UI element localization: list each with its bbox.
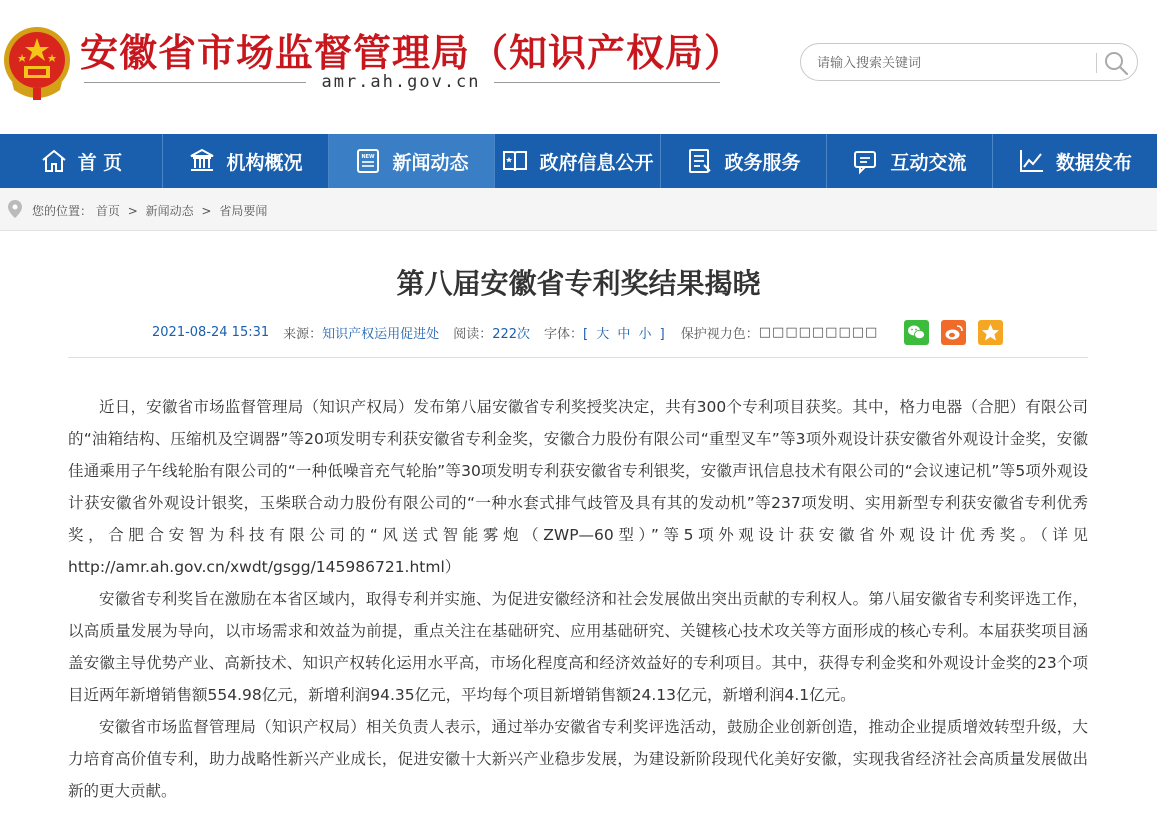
svg-text:NEW: NEW [361, 154, 376, 160]
breadcrumb-news[interactable]: 新闻动态 [145, 204, 194, 218]
nav-item-data[interactable] [993, 134, 1157, 188]
reads-label: 阅读： [453, 326, 493, 342]
location-pin-icon [8, 200, 22, 218]
nav-item-interact[interactable] [827, 134, 993, 188]
article-title: 第八届安徽省专利奖结果揭晓 [396, 267, 761, 300]
national-emblem-icon [2, 24, 72, 102]
nav-item-label: 政务服务 [724, 151, 801, 174]
meta-divider [68, 357, 1088, 358]
article-paragraph: 近日，安徽省市场监督管理局（知识产权局）发布第八届安徽省专利奖授奖决定，共有300个专利项目获奖。其中，格力电器（合肥）有限公司的“油箱结构、压缩机及空调器”等20项发明专利获安徽省专利金奖，安徽合力股份有限公司“重型叉车”等3项外观设计获安徽省外观设计金奖，安徽佳通乘用子午线轮胎有限公司的“一种低噪音充气轮胎”等30项发明专利获安徽省专利银奖，安徽声讯信息技术有限公司的“会议速记机”等5项外观设计获安徽省外观设计银奖，玉柴联合动力股份有限公司的“一种水套式排气歧管及具有其的发动机”等237项发明、实用新型专利获安徽省专利优秀奖，合肥合安智为科技有限公司的“风送式智能雾炮（ZWP—60型）”等5项外观设计获安徽省外观设计优秀奖。（详见http://amr.ah.gov.cn/xwdt/gsgg/145986721.html） [68, 398, 1088, 576]
breadcrumb-separator: > [201, 204, 212, 218]
article-meta [152, 320, 878, 344]
breadcrumb-prefix: 您的位置： [32, 204, 93, 218]
source-label: 来源： [283, 326, 323, 342]
nav-item-org[interactable] [163, 134, 329, 188]
article-reads: 222次 [492, 326, 531, 342]
breadcrumb-text [32, 202, 267, 219]
search-icon[interactable] [1103, 50, 1129, 76]
nav-item-news[interactable] [329, 134, 495, 188]
eye-care-color-swatches[interactable]: □□□□□□□□□ [758, 324, 879, 340]
article-paragraph: 安徽省市场监督管理局（知识产权局）相关负责人表示，通过举办安徽省专利奖评选活动，鼓励企业创新创造，推动企业提质增效转型升级，大力培育高价值专利，助力战略性新兴产业成长，促进安徽十大新兴产业稳步发展，为建设新阶段现代化美好安徽，实现我省经济社会高质量发展做出新的更大贡献。 [68, 718, 1088, 800]
home-icon [40, 147, 68, 175]
book-icon [501, 147, 529, 175]
nav-item-home[interactable] [0, 134, 163, 188]
nav-item-gov-info[interactable] [495, 134, 661, 188]
favorite-button[interactable] [978, 320, 1003, 345]
chat-icon [852, 147, 880, 175]
share-weibo-button[interactable] [941, 320, 966, 345]
domain-line-left [84, 82, 306, 83]
star-icon [978, 320, 1003, 345]
breadcrumb-home[interactable]: 首页 [95, 204, 120, 218]
breadcrumb [0, 188, 1157, 231]
nav-item-label: 机构概况 [226, 151, 303, 174]
fontsize-switcher[interactable]: [ 大 中 小 ] [583, 326, 667, 342]
search-input[interactable] [817, 52, 1087, 74]
search-divider [1096, 53, 1097, 73]
article-source: 知识产权运用促进处 [322, 326, 440, 342]
building-icon [188, 147, 216, 175]
nav-item-services[interactable] [661, 134, 827, 188]
nav-item-label: 数据发布 [1055, 151, 1132, 174]
breadcrumb-current[interactable]: 省局要闻 [219, 204, 268, 218]
nav-item-label: 互动交流 [890, 151, 967, 174]
document-icon [686, 147, 714, 175]
eye-care-label: 保护视力色： [680, 326, 759, 342]
site-header [0, 0, 1157, 134]
chart-icon [1018, 147, 1046, 175]
article-body [68, 391, 1088, 807]
wechat-icon [904, 320, 929, 345]
article-date: 2021-08-24 15:31 [152, 324, 270, 340]
site-title: 安徽省市场监督管理局（知识产权局） [80, 31, 744, 75]
article-paragraph: 安徽省专利奖旨在激励在本省区域内，取得专利并实施、为促进安徽经济和社会发展做出突出贡献的专利权人。第八届安徽省专利奖评选工作，以高质量发展为导向，以市场需求和效益为前提，重点关注在基础研究、应用基础研究、关键核心技术攻关等方面形成的核心专利。本届获奖项目涵盖安徽主导优势产业、高新技术、知识产权转化运用水平高，市场化程度高和经济效益好的专利项目。其中，获得专利金奖和外观设计金奖的23个项目近两年新增销售额554.98亿元，新增利润94.35亿元，平均每个项目新增销售额24.13亿元，新增利润4.1亿元。 [68, 590, 1088, 704]
nav-item-label: 新闻动态 [392, 151, 469, 174]
search-box [800, 43, 1138, 81]
weibo-icon [941, 320, 966, 345]
main-nav [0, 134, 1157, 188]
domain-line-right [494, 82, 720, 83]
share-wechat-button[interactable] [904, 320, 929, 345]
breadcrumb-separator: > [127, 204, 138, 218]
nav-item-label: 首 页 [77, 151, 123, 174]
site-domain: amr.ah.gov.cn [321, 72, 481, 92]
news-icon [354, 147, 382, 175]
nav-item-label: 政府信息公开 [539, 151, 654, 174]
fontsize-label: 字体： [544, 326, 584, 342]
